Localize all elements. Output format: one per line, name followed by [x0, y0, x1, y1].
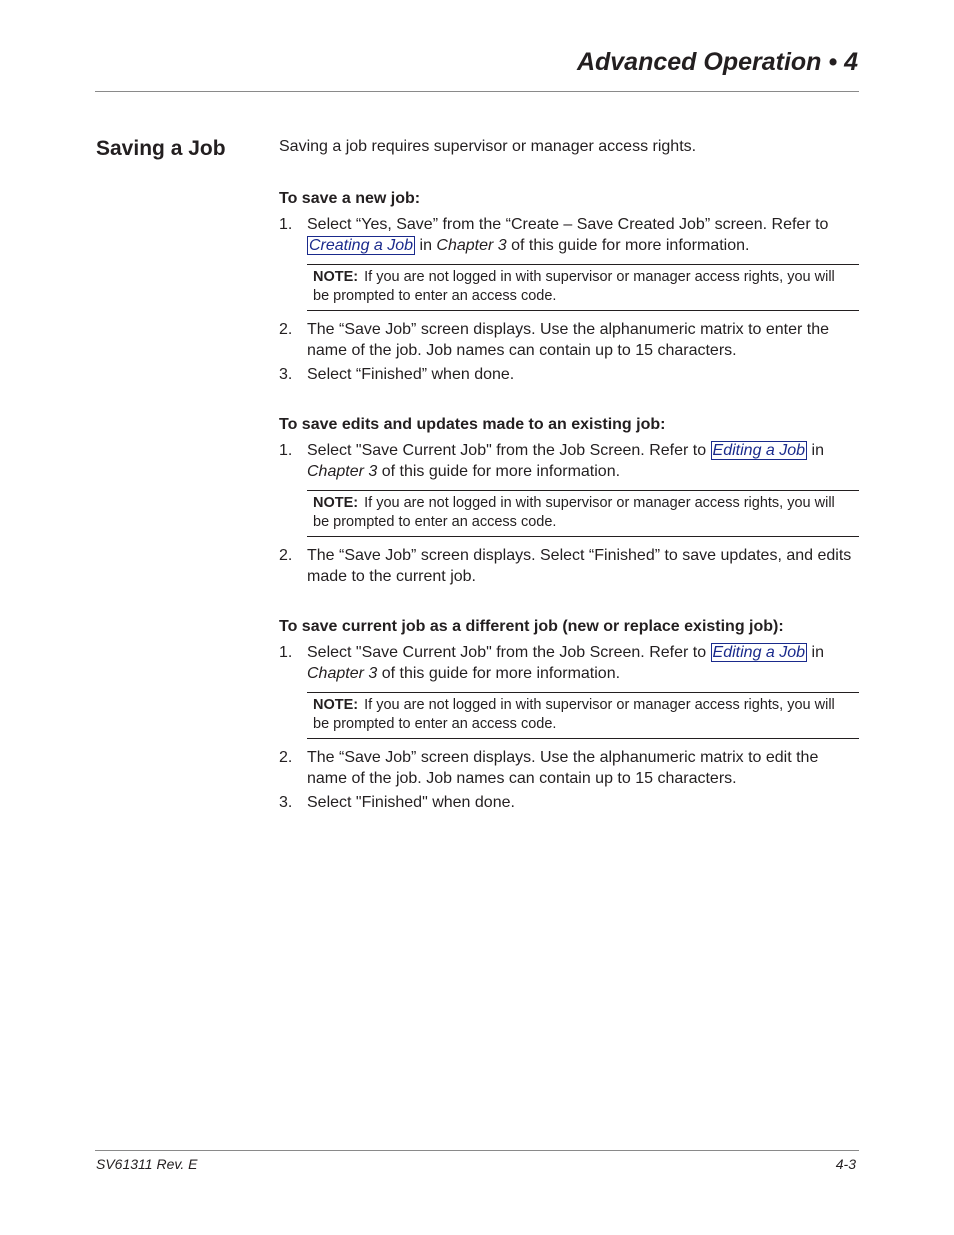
step-number: 1.	[279, 216, 293, 233]
step-text: Select “Finished” when done.	[307, 366, 515, 383]
step-text: Select “Yes, Save” from the “Create – Save Created Job” screen. Refer to Creating a Job in Chapter 3 of this guide for more information.	[307, 216, 829, 254]
step-text: The “Save Job” screen displays. Use the alphanumeric matrix to edit the name of the job. Job names can contain up to 15 characters.	[307, 749, 819, 787]
step-text: The “Save Job” screen displays. Select “Finished” to save updates, and edits made to the current job.	[307, 547, 852, 585]
editing-a-job-link[interactable]: Editing a Job	[712, 644, 806, 661]
procedure-heading: To save edits and updates made to an existing job:	[279, 416, 666, 433]
note-label: NOTE:	[313, 697, 359, 713]
step-text: Select "Finished" when done.	[307, 794, 515, 811]
note-box	[307, 264, 859, 311]
section-heading: Saving a Job	[96, 137, 226, 160]
section-body	[279, 136, 859, 842]
header-rule	[95, 91, 859, 92]
chapter-reference: Chapter 3	[307, 665, 378, 682]
footer-rule	[95, 1150, 859, 1151]
note-label: NOTE:	[313, 269, 359, 285]
note-text: If you are not logged in with supervisor or manager access rights, you will be prompted to enter an access code.	[313, 697, 835, 732]
step-item	[279, 440, 859, 482]
step-number: 2.	[279, 749, 293, 766]
step-number: 3.	[279, 794, 293, 811]
note-text: If you are not logged in with supervisor or manager access rights, you will be prompted to enter an access code.	[313, 495, 835, 530]
step-number: 1.	[279, 442, 293, 459]
step-item	[279, 214, 859, 256]
procedure-save-edits	[279, 414, 859, 587]
chapter-title: Advanced Operation • 4	[576, 48, 858, 76]
step-item	[279, 792, 859, 813]
chapter-reference: Chapter 3	[307, 463, 378, 480]
procedure-save-new-job	[279, 188, 859, 385]
note-text: If you are not logged in with supervisor or manager access rights, you will be prompted to enter an access code.	[313, 269, 835, 304]
procedure-heading: To save a new job:	[279, 190, 421, 207]
step-text: Select "Save Current Job" from the Job Screen. Refer to Editing a Job in Chapter 3 of this guide for more information.	[307, 644, 824, 682]
step-item	[279, 747, 859, 789]
note-box	[307, 692, 859, 739]
editing-a-job-link[interactable]: Editing a Job	[712, 442, 806, 459]
page-number: 4-3	[835, 1156, 856, 1172]
step-text: The “Save Job” screen displays. Use the alphanumeric matrix to enter the name of the job. Job names can contain up to 15 characters.	[307, 321, 830, 359]
step-item	[279, 642, 859, 684]
step-item	[279, 319, 859, 361]
step-item	[279, 545, 859, 587]
step-text: Select "Save Current Job" from the Job Screen. Refer to Editing a Job in Chapter 3 of this guide for more information.	[307, 442, 824, 480]
procedure-heading: To save current job as a different job (new or replace existing job):	[279, 618, 784, 635]
note-box	[307, 490, 859, 537]
procedure-save-as-different-job	[279, 616, 859, 813]
step-item	[279, 364, 859, 385]
note-label: NOTE:	[313, 495, 359, 511]
step-number: 3.	[279, 366, 293, 383]
creating-a-job-link[interactable]: Creating a Job	[309, 237, 414, 254]
step-number: 2.	[279, 321, 293, 338]
chapter-reference: Chapter 3	[436, 237, 507, 254]
intro-paragraph: Saving a job requires supervisor or manager access rights.	[279, 138, 697, 155]
step-number: 2.	[279, 547, 293, 564]
document-id: SV61311 Rev. E	[96, 1156, 198, 1172]
step-number: 1.	[279, 644, 293, 661]
